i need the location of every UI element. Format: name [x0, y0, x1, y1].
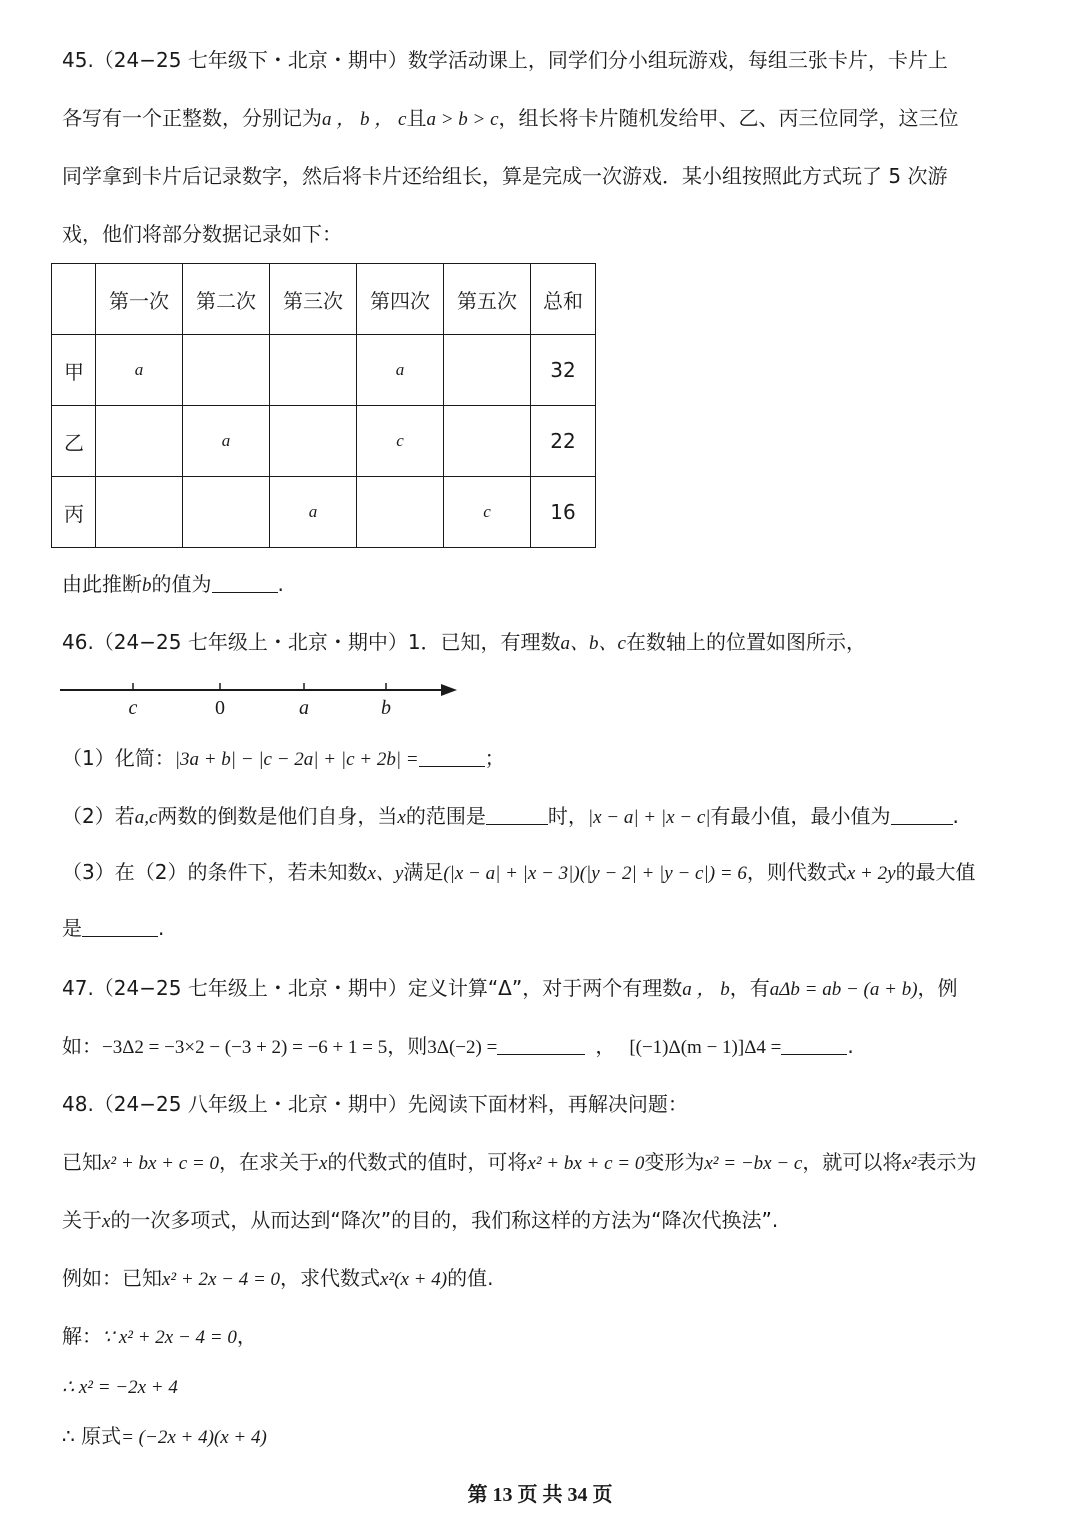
q45-line-2 — [62, 104, 959, 134]
answer-blank[interactable] — [419, 746, 485, 767]
table-cell — [96, 406, 183, 477]
q47-definition: aΔb = ab − (a + b) — [769, 979, 918, 1000]
q46-part-2-text-e: 有最小值，最小值为 — [710, 804, 891, 828]
table-cell — [270, 406, 357, 477]
table-row — [52, 477, 596, 548]
q48-solution-step-2: ∴ x² = −2x + 4 — [62, 1377, 178, 1398]
q46-part-2-expr: |x − a| + |x − c| — [587, 807, 711, 828]
q45-line-2-text-a: 各写有一个正整数，分别记为 — [62, 106, 322, 130]
table-header-cell: 第一次 — [96, 264, 183, 335]
q48-line-2-text-c: 的代数式的值时，可将 — [327, 1150, 528, 1174]
q48-line-3 — [62, 1206, 778, 1236]
table-header-cell: 第四次 — [357, 264, 444, 335]
q47-line-1 — [62, 974, 958, 1004]
q45-inequality: a > b > c — [426, 109, 499, 130]
q46-part-2-text-b: 两数的倒数是他们自身，当 — [157, 804, 398, 828]
q48-example — [62, 1264, 493, 1294]
q48-line-2-text-e: ，就可以将 — [802, 1150, 903, 1174]
table-total-cell: 22 — [531, 406, 596, 477]
q48-example-text-c: 的值. — [447, 1266, 494, 1290]
q48-x-squared: x² — [902, 1153, 917, 1174]
q48-solution-line-1 — [62, 1322, 257, 1352]
table-row-header: 乙 — [52, 406, 96, 477]
table-cell: a — [183, 406, 270, 477]
q47-separator: ， — [595, 1034, 616, 1058]
q48-line-3-text-b: 的一次多项式，从而达到“降次”的目的，我们称这样的方法为“降次代换法”. — [110, 1208, 779, 1232]
q46-part-2-end: . — [952, 804, 959, 828]
q48-solution-line-3 — [62, 1422, 267, 1452]
q48-solution-step-3-label: ∴ 原式 — [62, 1424, 122, 1448]
q48-line-2-text-f: 表示为 — [916, 1150, 977, 1174]
table-header-cell: 第二次 — [183, 264, 270, 335]
q48-line-2-text-d: 变形为 — [644, 1150, 705, 1174]
q47-line-2-text-b: ，则 — [387, 1034, 428, 1058]
page-number-footer: 第 13 页 共 34 页 — [467, 1484, 613, 1506]
answer-blank[interactable] — [486, 804, 548, 825]
q47-example: −3Δ2 = −3×2 − (−3 + 2) = −6 + 1 = 5 — [102, 1037, 388, 1058]
q46-part-3-expr: (|x − a| + |x − 3|)(|y − 2| + |y − c|) = 6 — [443, 863, 747, 884]
table-header-cell — [52, 264, 96, 335]
table-cell: a — [96, 335, 183, 406]
table-total-cell: 32 — [531, 335, 596, 406]
q46-part-2-text-a: （2）若 — [62, 804, 135, 828]
q46-part-3-expr2: x + 2y — [846, 863, 896, 884]
q46-line-1-text: 46.（24−25 七年级上・北京・期中）1．已知，有理数 — [62, 630, 561, 654]
q45-line-2-text-c: ，组长将卡片随机发给甲、乙、丙三位同学，这三位 — [498, 106, 959, 130]
q46-part-3-line-2 — [62, 914, 164, 942]
table-header-row — [52, 264, 596, 335]
q46-part-1-label: （1）化简： — [62, 746, 175, 770]
table-cell — [270, 335, 357, 406]
q46-part-3-line-2-text: 是 — [62, 916, 82, 940]
q46-part-3-text-b: 满足 — [403, 860, 444, 884]
record-table — [51, 263, 596, 548]
q47-line-2 — [62, 1032, 854, 1062]
q48-line-2-text-a: 已知 — [62, 1150, 102, 1174]
q45-line-1: 45.（24−25 七年级下・北京・期中）数学活动课上，同学们分小组玩游戏，每组三张卡片，卡片上 — [62, 48, 948, 72]
q46-part-2-x: x — [397, 807, 406, 828]
q48-equation-3: x² = −bx − c — [704, 1153, 803, 1174]
q48-solution-line-2 — [62, 1372, 178, 1402]
q46-part-3 — [62, 858, 976, 888]
q45-question-end: . — [277, 572, 284, 596]
q48-var-x: x — [102, 1211, 111, 1232]
table-cell: a — [357, 335, 444, 406]
table-cell — [183, 335, 270, 406]
tick-label-zero: 0 — [215, 697, 225, 719]
q48-example-expr: x²(x + 4) — [380, 1269, 448, 1290]
q47-question-2: [(−1)Δ(m − 1)]Δ4 = — [629, 1037, 782, 1058]
q46-part-2-text-d: 时， — [547, 804, 588, 828]
q47-line-1-end: ，例 — [917, 976, 958, 1000]
table-header-cell: 第三次 — [270, 264, 357, 335]
table-cell — [183, 477, 270, 548]
answer-blank[interactable] — [891, 804, 953, 825]
tick-label-a: a — [299, 697, 309, 719]
table-row — [52, 335, 596, 406]
q48-example-equation: x² + 2x − 4 = 0 — [162, 1269, 281, 1290]
q48-example-text-a: 例如：已知 — [62, 1266, 162, 1290]
q46-line-1 — [62, 628, 866, 658]
q48-solution-step-1: ∵ x² + 2x − 4 = 0 — [102, 1327, 237, 1348]
q48-equation-2: x² + bx + c = 0 — [527, 1153, 645, 1174]
number-line — [55, 674, 475, 722]
table-cell — [96, 477, 183, 548]
q45-var-b: b — [142, 575, 152, 596]
q48-solution-step-3: = (−2x + 4)(x + 4) — [121, 1427, 267, 1448]
table-row-header: 丙 — [52, 477, 96, 548]
arrow-right-icon — [441, 684, 457, 696]
q47-vars: a ， b — [682, 979, 730, 1000]
tick-label-b: b — [381, 697, 391, 719]
q48-line-3-text-a: 关于 — [62, 1208, 102, 1232]
table-row — [52, 406, 596, 477]
table-total-cell: 16 — [531, 477, 596, 548]
q48-line-1: 48.（24−25 八年级上・北京・期中）先阅读下面材料，再解决问题： — [62, 1092, 688, 1116]
q47-question-1: 3Δ(−2) = — [427, 1037, 498, 1058]
table-cell: c — [357, 406, 444, 477]
q46-part-2-vars: a,c — [134, 807, 158, 828]
q46-part-1-expr: |3a + b| − |c − 2a| + |c + 2b| = — [174, 749, 419, 770]
q48-solution-step-1-end: ， — [236, 1324, 257, 1348]
q46-line-1-end: 在数轴上的位置如图所示， — [625, 630, 866, 654]
q46-part-3-text-a: （3）在（2）的条件下，若未知数 — [62, 860, 368, 884]
table-cell: a — [270, 477, 357, 548]
q46-vars: a、b、c — [560, 633, 626, 654]
q45-question — [62, 570, 284, 600]
table-cell — [357, 477, 444, 548]
q46-part-2-text-c: 的范围是 — [405, 804, 486, 828]
answer-blank[interactable] — [781, 1034, 847, 1055]
q47-line-1-text: 47.（24−25 七年级上・北京・期中）定义计算“Δ”，对于两个有理数 — [62, 976, 683, 1000]
table-row-header: 甲 — [52, 335, 96, 406]
q45-vars: a ， b ， c — [322, 109, 407, 130]
table-cell: c — [444, 477, 531, 548]
q45-question-text-a: 由此推断 — [62, 572, 142, 596]
q48-equation-1: x² + bx + c = 0 — [102, 1153, 219, 1174]
q48-example-text-b: ，求代数式 — [280, 1266, 381, 1290]
q45-line-3: 同学拿到卡片后记录数字，然后将卡片还给组长，算是完成一次游戏．某小组按照此方式玩了 5 次游 — [62, 164, 948, 188]
table-header-cell: 第五次 — [444, 264, 531, 335]
q48-line-2-text-b: ，在求关于 — [218, 1150, 319, 1174]
q46-part-3-end: . — [158, 916, 165, 940]
q45-line-4: 戏，他们将部分数据记录如下： — [62, 222, 342, 246]
q48-var-x: x — [318, 1153, 328, 1174]
q46-part-2 — [62, 802, 959, 832]
q46-part-3-vars: x、y — [367, 863, 404, 884]
q47-line-2-end: . — [847, 1034, 854, 1058]
q47-line-1-text-b: ，有 — [729, 976, 770, 1000]
q46-part-3-text-d: 的最大值 — [895, 860, 976, 884]
q45-line-2-text-b: 且 — [406, 106, 427, 130]
q46-part-1 — [62, 744, 505, 774]
table-header-cell: 总和 — [531, 264, 596, 335]
q48-solution-label: 解： — [62, 1324, 102, 1348]
tick-label-c: c — [128, 697, 138, 719]
answer-blank[interactable] — [82, 916, 158, 937]
table-cell — [444, 335, 531, 406]
q47-line-2-text-a: 如： — [62, 1034, 102, 1058]
answer-blank[interactable] — [212, 572, 278, 593]
q45-question-text-b: 的值为 — [151, 572, 212, 596]
q46-part-1-end: ； — [484, 746, 505, 770]
q48-line-2 — [62, 1148, 976, 1178]
answer-blank[interactable] — [497, 1034, 585, 1055]
table-cell — [444, 406, 531, 477]
q46-part-3-text-c: ，则代数式 — [746, 860, 847, 884]
